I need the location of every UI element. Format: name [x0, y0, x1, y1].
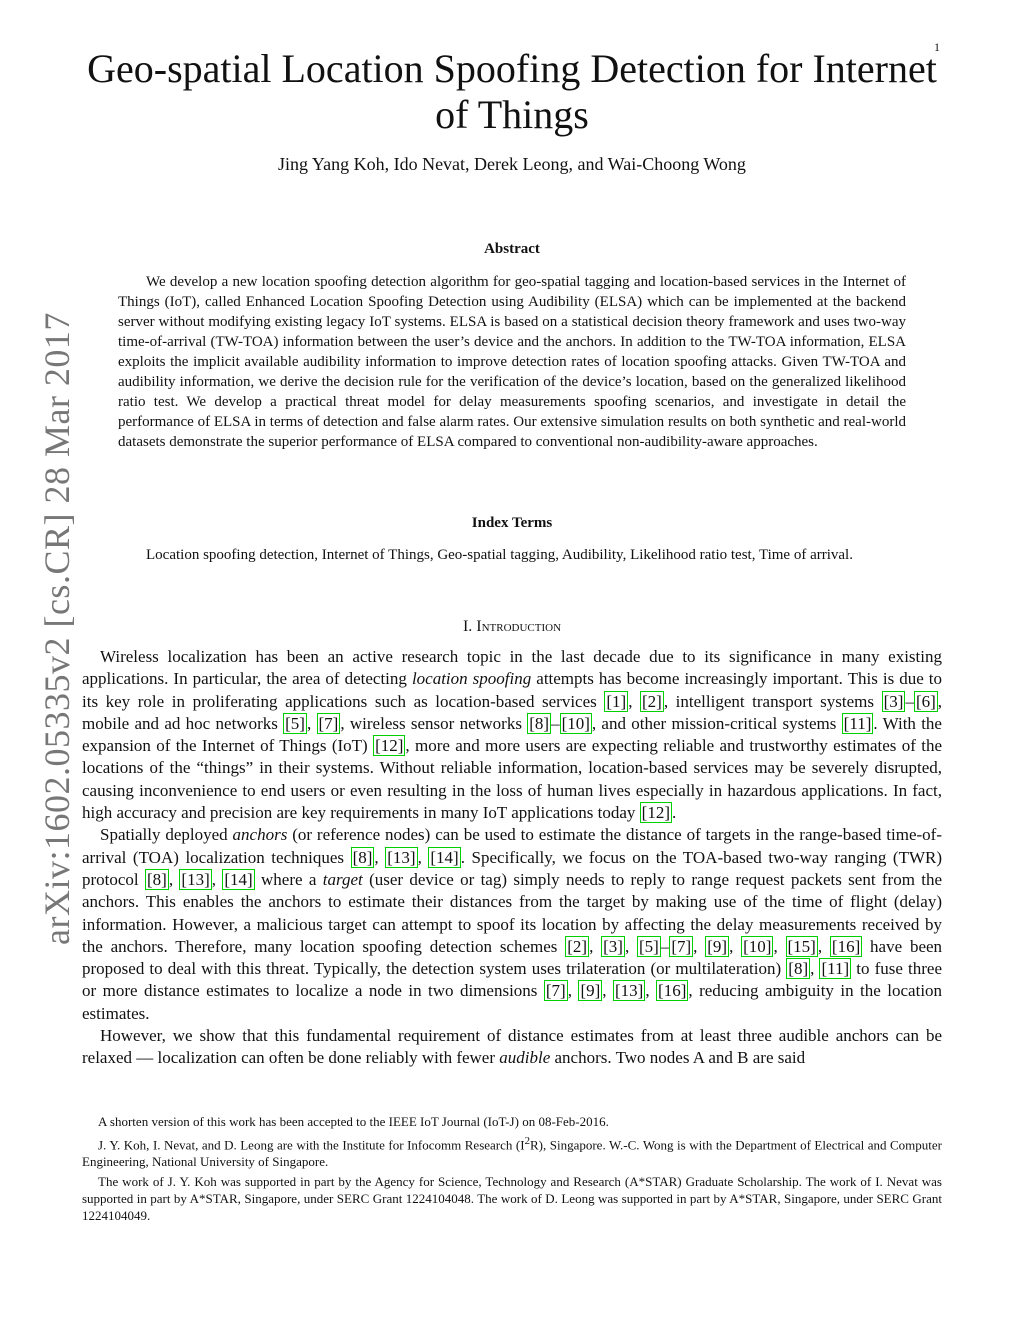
footnote — [82, 1173, 942, 1224]
emphasized-term: anchors — [232, 825, 288, 845]
index-terms-text: Location spoofing detection, Internet of Things, Geo-spatial tagging, Audibility, Likelihood ratio test, Time of arrival. — [146, 547, 853, 563]
text-run: , — [817, 936, 830, 956]
citation-link[interactable]: [10] — [561, 713, 590, 733]
emphasized-term: audible — [499, 1048, 551, 1068]
citation-link[interactable]: [14] — [224, 869, 253, 889]
text-run: . Specifically, we focus on the TOA-based two-way ranging (TWR) protocol — [82, 847, 943, 889]
text-run: (or reference nodes) can be used to estimate the distance of targets in the range-based time-of-arrival (TOA) localization techniques — [82, 825, 942, 867]
citation-link[interactable]: [12] — [375, 736, 404, 756]
text-run: The work of J. Y. Koh was supported in part by the Agency for Science, Technology and Research (A*STAR) Graduate Scholarship. The work of I. Nevat was supported in part by A*STAR, Singapore, under SERC Grant 1224104048. The work of D. Leong was supported in part by A*STAR, Singapore, under SERC Grant 1224104049. — [82, 1174, 942, 1224]
section-title: Introduction — [476, 618, 562, 635]
text-run: J. Y. Koh, I. Nevat, and D. Leong are with the Institute for Infocomm Research (I — [98, 1137, 525, 1153]
text-run: , — [374, 847, 386, 867]
text-run: R), Singapore. W.-C. Wong is with the Department of Electrical and Computer Engineering, National University of Singapore. — [82, 1137, 942, 1170]
text-run: . — [671, 803, 677, 823]
text-run: However, we show that this fundamental requirement of distance estimates from at least three audible anchors can be relaxed — localization can often be done reliably with fewer — [82, 1026, 942, 1068]
citation-link[interactable]: [8] — [352, 847, 373, 867]
citation-link[interactable]: [9] — [580, 981, 601, 1001]
author-list: Jing Yang Koh, Ido Nevat, Derek Leong, and Wai-Choong Wong — [278, 154, 746, 174]
text-run: , — [729, 936, 742, 956]
citation-link[interactable]: [7] — [545, 981, 566, 1001]
text-run: – — [905, 691, 914, 711]
text-run: , — [211, 869, 223, 889]
text-run: , more and more users are expecting reliable and trustworthy estimates of the locations of the “things” in their systems. Without reliable information, location-based services may be severely disrupted, causing inconvenience to end users or even resulting in the loss of human lives especially in hazardous applications. In fact, high accuracy and precision are key requirements in many IoT applications today — [82, 736, 942, 823]
text-run: anchors. Two nodes A and B are said — [550, 1048, 806, 1068]
text-run: , — [589, 936, 602, 956]
section-heading — [80, 618, 944, 636]
footnote — [82, 1133, 942, 1170]
abstract-text: We develop a new location spoofing detection algorithm for geo-spatial tagging and location-based services in the Internet of Things (IoT), called Enhanced Location Spoofing Detection using Audibility (ELSA) which can be implemented at the backend server without modifying existing legacy IoT systems. ELSA is based on a statistical decision theory framework and uses two-way time-of-arrival (TW-TOA) information between the user’s device and the anchors. In addition to the TW-TOA information, ELSA exploits the implicit available audibility information to improve detection rates of location spoofing attacks. Given TW-TOA and audibility information, we derive the decision rule for the verification of the device’s location, based on the generalized likelihood ratio test. We develop a practical threat model for delay measurements spoofing scenarios, and investigate in detail the performance of ELSA in terms of detection and false alarm rates. Our extensive simulation results on both synthetic and real-world datasets demonstrate the superior performance of ELSA compared to conventional non-audibility-aware approaches. — [118, 274, 906, 450]
citation-link[interactable]: [13] — [387, 847, 416, 867]
text-run: , intelligent transport systems — [663, 691, 882, 711]
citation-link[interactable]: [3] — [603, 936, 623, 956]
text-run: , — [567, 981, 579, 1001]
text-run: , — [624, 936, 638, 956]
citation-link[interactable]: [1] — [606, 691, 627, 711]
text-run: Spatially deployed — [100, 825, 233, 845]
citation-link[interactable]: [11] — [821, 959, 850, 979]
text-run: , — [306, 713, 317, 733]
text-run: , — [645, 981, 657, 1001]
citation-link[interactable]: [10] — [743, 936, 772, 956]
citation-link[interactable]: [8] — [529, 713, 550, 733]
citation-link[interactable]: [13] — [181, 869, 210, 889]
citation-link[interactable]: [3] — [883, 691, 904, 711]
citation-link[interactable]: [11] — [843, 713, 872, 733]
text-run: Wireless localization has been an active research topic in the last decade due to its significance in many existing applications. In particular, the area of detecting — [82, 647, 942, 689]
superscript: 2 — [524, 1135, 530, 1147]
text-run: , — [628, 691, 641, 711]
text-run: , wireless sensor networks — [340, 713, 528, 733]
page-number: 1 — [934, 40, 940, 54]
text-run: to fuse three or more distance estimates to localize a node in two dimensions — [82, 959, 943, 1001]
citation-link[interactable]: [7] — [318, 713, 339, 733]
text-run: – — [660, 936, 670, 956]
section-number: I. — [462, 618, 473, 635]
text-run: A shorten version of this work has been accepted to the IEEE IoT Journal (IoT-J) on 08-Feb-2016. — [98, 1114, 609, 1129]
text-run: attempts has become increasingly important. This is due to its key role in proliferating applications such as location-based services — [82, 669, 943, 711]
arxiv-identifier-stamp[interactable]: arXiv:1602.05335v2 [cs.CR] 28 Mar 2017 — [37, 312, 77, 945]
citation-link[interactable]: [14] — [430, 847, 459, 867]
text-run: , — [810, 959, 820, 979]
text-run: , — [168, 869, 180, 889]
citation-link[interactable]: [8] — [788, 959, 809, 979]
citation-link[interactable]: [13] — [614, 981, 644, 1001]
paper-title: Geo-spatial Location Spoofing Detection for Internet of Things — [87, 46, 937, 137]
intro-paragraph — [82, 646, 942, 824]
citation-link[interactable]: [5] — [639, 936, 659, 956]
introduction-body — [82, 646, 942, 1070]
citation-link[interactable]: [9] — [707, 936, 728, 956]
text-run: , — [693, 936, 706, 956]
text-run: , — [602, 981, 613, 1001]
citation-link[interactable]: [7] — [671, 936, 692, 956]
citation-link[interactable]: [5] — [285, 713, 305, 733]
text-run: , — [417, 847, 429, 867]
abstract-heading: Abstract — [484, 241, 540, 257]
index-terms-heading: Index Terms — [471, 515, 553, 531]
text-run: , mobile and ad hoc networks — [82, 691, 943, 733]
citation-link[interactable]: [2] — [567, 936, 588, 956]
citation-link[interactable]: [8] — [147, 869, 167, 889]
text-run: have been proposed to deal with this threat. Typically, the detection system uses trilateration (or multilateration) — [82, 936, 943, 979]
text-run: , and other mission-critical systems — [591, 713, 842, 733]
text-run: . With the expansion of the Internet of Things (IoT) — [82, 713, 942, 756]
citation-link[interactable]: [16] — [831, 936, 861, 956]
citation-link[interactable]: [12] — [641, 803, 670, 823]
footnotes — [82, 1113, 942, 1227]
citation-link[interactable]: [6] — [915, 691, 936, 711]
footnote — [82, 1113, 942, 1130]
emphasized-term: target — [322, 869, 363, 889]
text-run: – — [551, 713, 560, 733]
text-run: (user device or tag) simply needs to reply to range request packets sent from the anchors. This enables the anchors to estimate their distances from the target by making use of the time of flight (delay) information. However, a malicious target can attempt to spoof its location by affecting the delay measurements received by the anchors. Therefore, many location spoofing detection schemes — [82, 869, 943, 956]
text-run: , — [773, 936, 786, 956]
emphasized-term: location spoofing — [411, 669, 532, 689]
text-run: , reducing ambiguity in the location estimates. — [82, 981, 943, 1023]
intro-paragraph — [82, 1025, 942, 1070]
citation-link[interactable]: [15] — [787, 936, 816, 956]
text-run: where a — [254, 869, 323, 889]
citation-link[interactable]: [16] — [658, 981, 687, 1001]
citation-link[interactable]: [2] — [642, 691, 662, 711]
intro-paragraph — [82, 824, 942, 1025]
